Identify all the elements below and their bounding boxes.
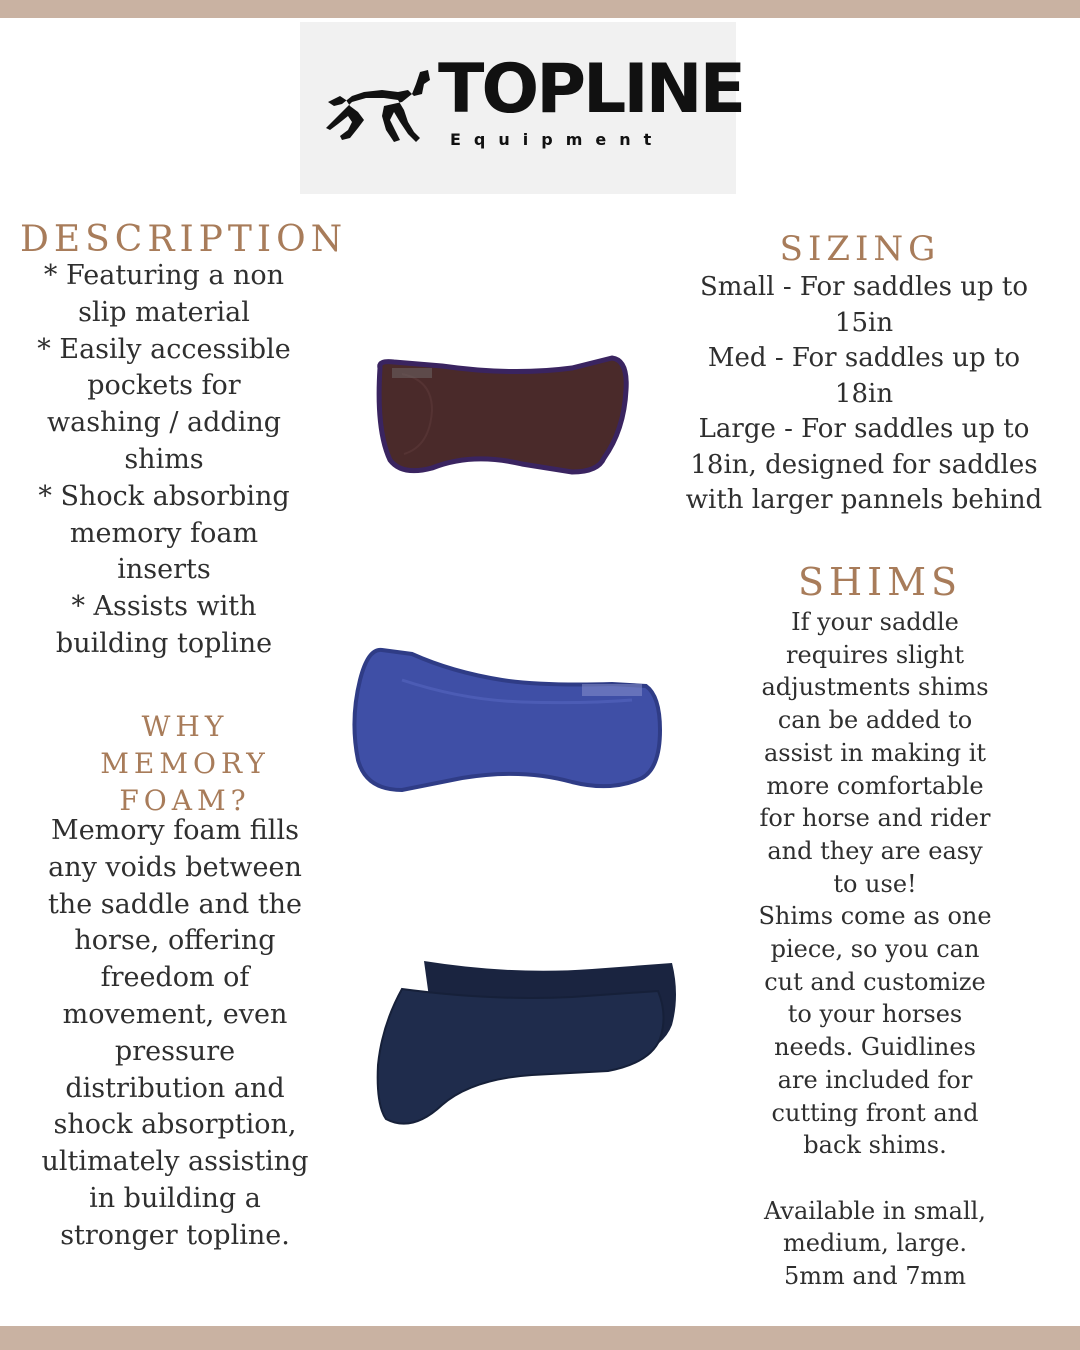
brown-half-pad-image [372, 350, 632, 480]
brand-subtitle: Equipment [450, 130, 665, 149]
bottom-border-band [0, 1326, 1080, 1350]
brand-logo [300, 22, 744, 194]
horse-silhouette-icon [324, 66, 432, 146]
why-memory-foam-heading: WHY MEMORY FOAM? [100, 710, 270, 817]
sizing-heading: SIZING [779, 229, 941, 269]
description-heading: DESCRIPTION [20, 219, 348, 260]
brand-name: TOPLINE [438, 50, 744, 129]
sizing-text: Small - For saddles up to 15in Med - For saddles up to 18in Large - For saddles up to 18in, designed for saddles with larger pannels behind [685, 272, 1043, 515]
blue-half-pad-image [342, 640, 664, 800]
top-border-band [0, 0, 1080, 18]
description-text: * Featuring a non slip material * Easily accessible pockets for washing / adding shims * Shock absorbing memory foam inserts * Assists with building topline [37, 260, 291, 659]
shims-text: If your saddle requires slight adjustments shims can be added to assist in making it more comfortable for horse and rider and they are easy to use! Shims come as one piece, so you can cut and customize to your horses needs. Guidlines are included for cutting front and back shims. Available in small, medium, large. 5mm and 7mm [758, 608, 992, 1291]
navy-shims-image [372, 955, 684, 1133]
why-memory-foam-text: Memory foam fills any voids between the saddle and the horse, offering freedom of movement, even pressure distribution and shock absorption, ultimately assisting in building a stronger topline. [41, 815, 309, 1251]
shims-heading: SHIMS [797, 560, 963, 604]
